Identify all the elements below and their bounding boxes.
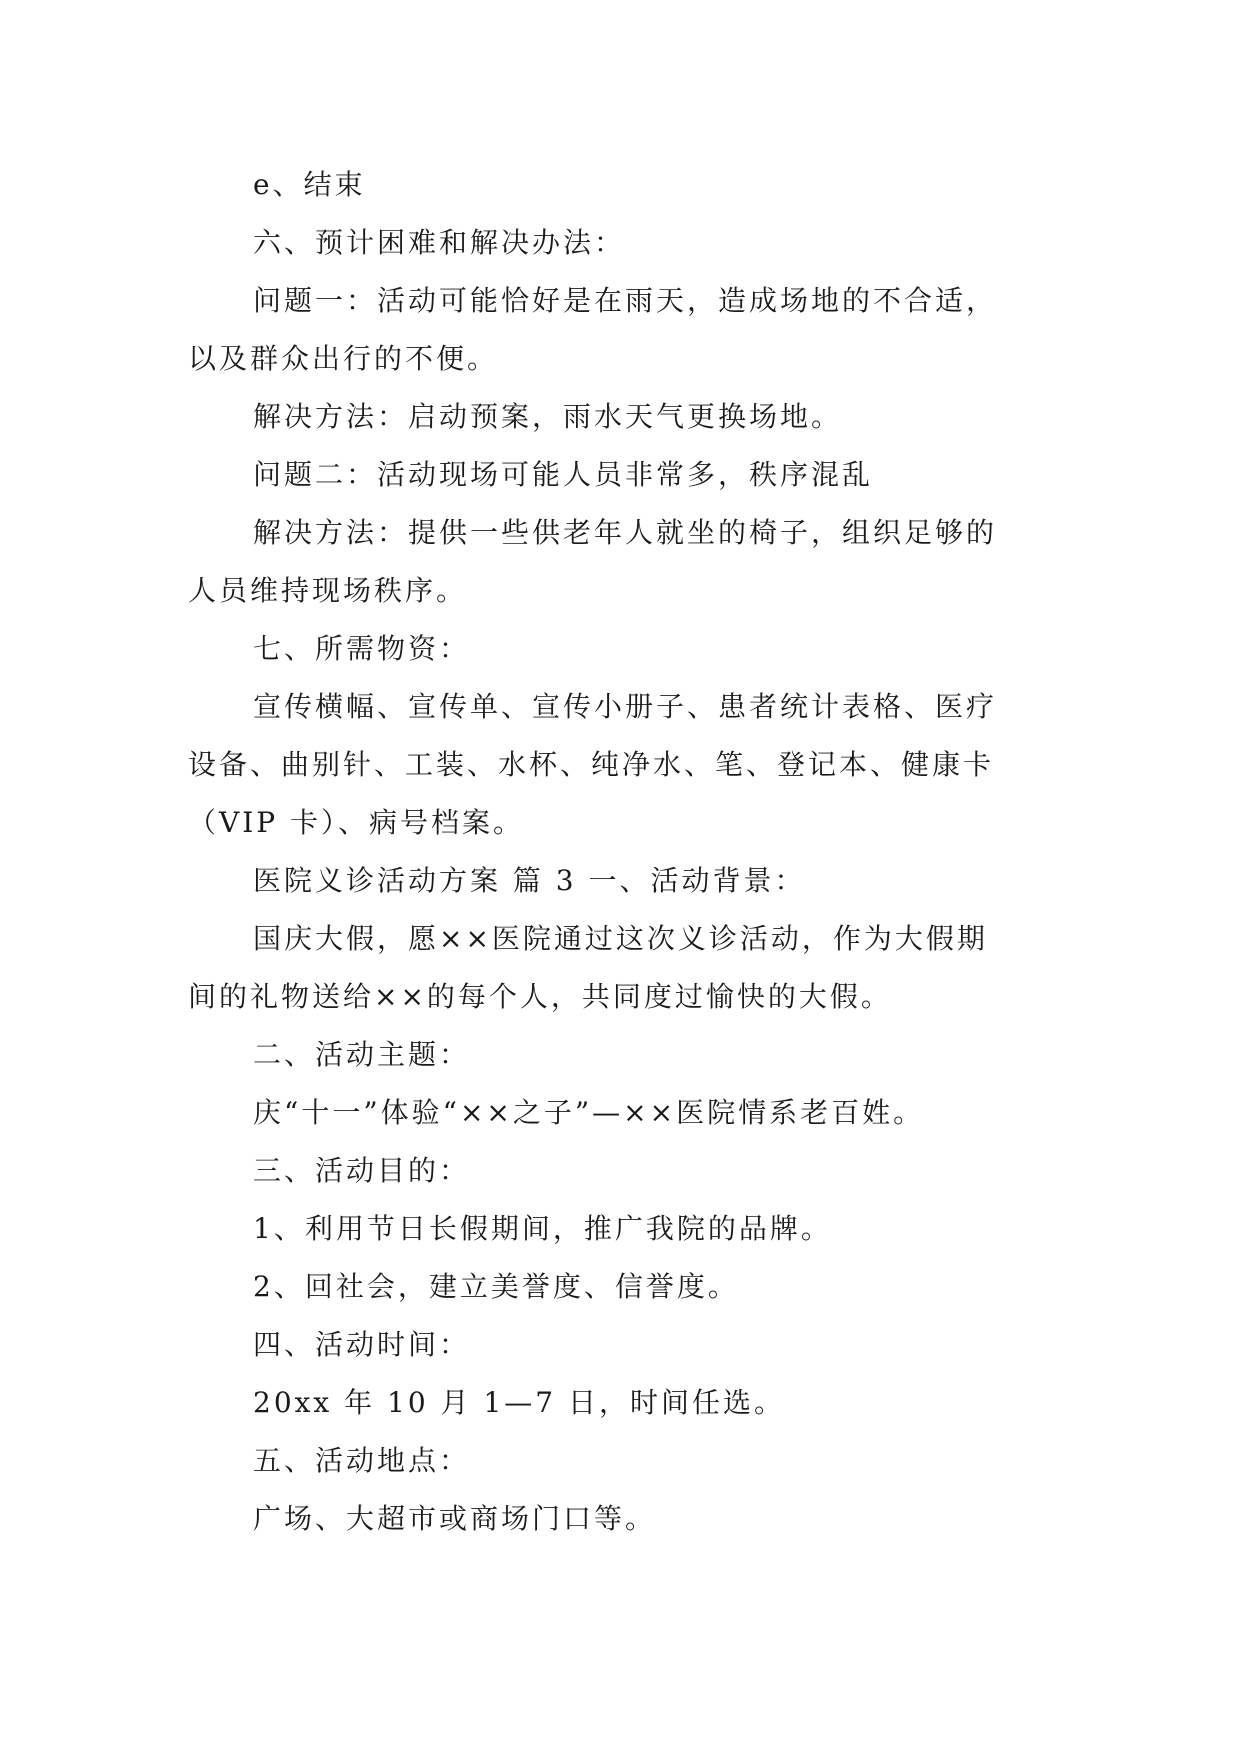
text-line: 国庆大假，愿××医院通过这次义诊活动，作为大假期 [253,922,988,955]
text-line: （VIP 卡）、病号档案。 [188,806,525,839]
text-line: 宣传横幅、宣传单、宣传小册子、患者统计表格、医疗 [253,690,998,723]
document-title-line: 医院义诊活动方案 篇 3 一、活动背景： [253,864,806,897]
text-line: 广场、大超市或商场门口等。 [253,1502,657,1535]
text-line: 解决方法：提供一些供老年人就坐的椅子，组织足够的 [253,516,998,549]
section-heading: 五、活动地点： [253,1444,471,1477]
text-line: 设备、曲别针、工装、水杯、纯净水、笔、登记本、健康卡 [188,748,995,781]
text-line: 人员维持现场秩序。 [188,574,468,607]
text-line: 1、利用节日长假期间，推广我院的品牌。 [253,1212,832,1245]
text-line: 解决方法：启动预案，雨水天气更换场地。 [253,400,843,433]
text-line: 问题二：活动现场可能人员非常多，秩序混乱 [253,458,874,491]
text-line: 2、回社会，建立美誉度、信誉度。 [253,1270,739,1303]
section-heading: 三、活动目的： [253,1154,471,1187]
text-line: 间的礼物送给××的每个人，共同度过愉快的大假。 [188,980,892,1013]
text-line: 20xx 年 10 月 1—7 日，时间任选。 [253,1386,785,1419]
section-heading: 二、活动主题： [253,1038,471,1071]
section-heading: 四、活动时间： [253,1328,471,1361]
section-heading: 七、所需物资： [253,632,471,665]
section-heading: 六、预计困难和解决办法： [253,226,626,259]
text-line: 问题一：活动可能恰好是在雨天，造成场地的不合适， [253,284,998,317]
text-line: 以及群众出行的不便。 [188,342,499,375]
text-line: e、结束 [253,168,366,201]
text-line: 庆“十一”体验“××之子”—××医院情系老百姓。 [253,1096,925,1129]
